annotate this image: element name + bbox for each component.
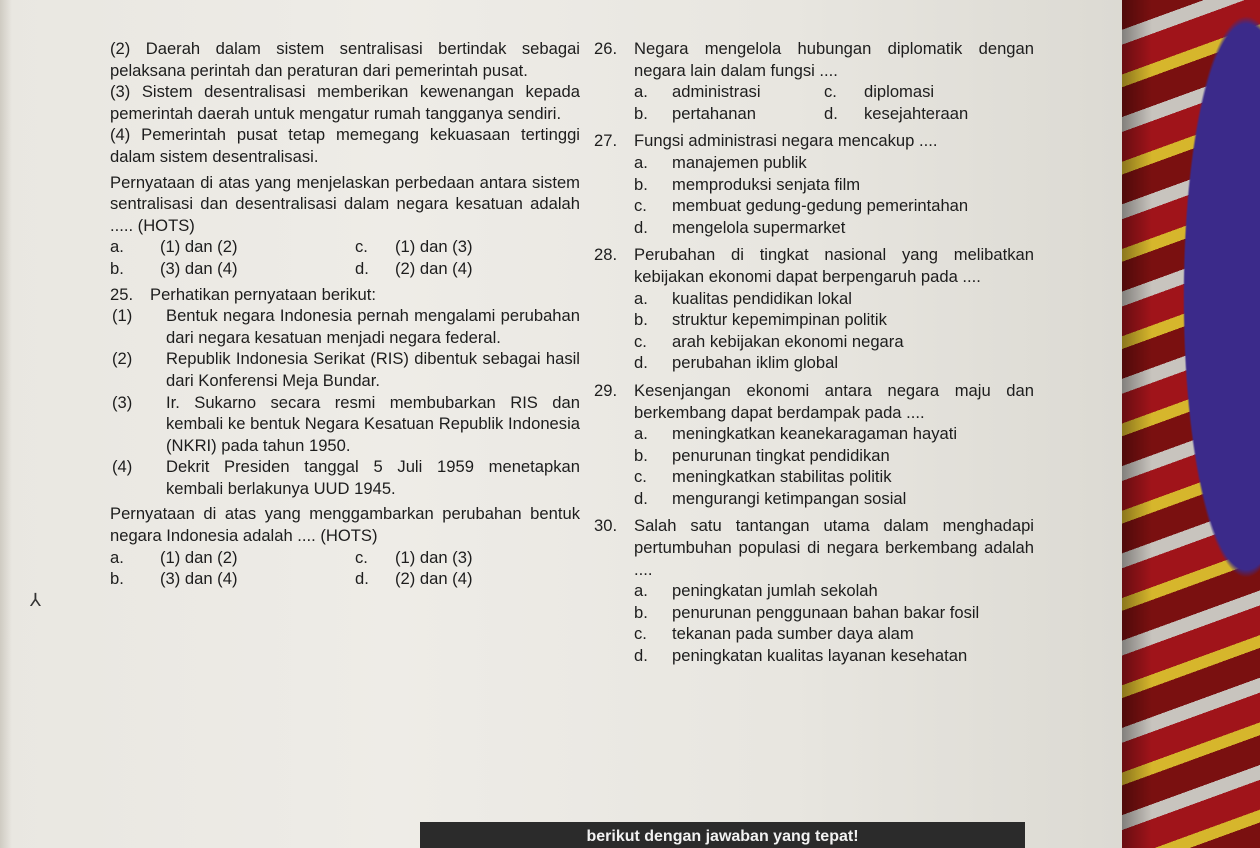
q27-option-d[interactable] <box>634 217 1034 239</box>
q30-header <box>594 515 1034 580</box>
left-column <box>110 38 580 590</box>
q25-statement-text: Dekrit Presiden tanggal 5 Juli 1959 menetapkan kembali berlakunya UUD 1945. <box>166 457 580 498</box>
q25-statement <box>110 392 580 457</box>
q29-option-b[interactable] <box>634 445 1034 467</box>
q30-option-c[interactable] <box>634 623 1034 645</box>
statement-4: (4) Pemerintah pusat tetap memegang kekuasaan tertinggi dalam sistem desentralisasi. <box>110 125 580 166</box>
q25-option-b-text[interactable]: (3) dan (4) <box>160 569 238 589</box>
q26-header <box>594 38 1034 81</box>
option-text: manajemen publik <box>672 152 807 172</box>
q26-prompt: Negara mengelola hubungan diplomatik dengan negara lain dalam fungsi .... <box>634 39 1034 80</box>
q25-statement <box>110 348 580 391</box>
q27-options <box>594 152 1034 238</box>
q25-statement-text: Bentuk negara Indonesia pernah mengalami perubahan dari negara kesatuan menjadi negara federal. <box>166 306 580 347</box>
option-letter: a. <box>634 152 648 172</box>
page-fold-shadow <box>0 0 12 848</box>
q26-option-c-text[interactable]: diplomasi <box>864 82 935 102</box>
margin-pen-mark: ⅄ <box>30 590 41 610</box>
option-text: meningkatkan keanekaragaman hayati <box>672 424 958 444</box>
option-text: tekanan pada sumber daya alam <box>672 624 914 644</box>
q24-option-c-text[interactable]: (1) dan (3) <box>395 237 473 257</box>
q30-number: 30. <box>594 516 618 536</box>
q25-option-a-letter[interactable]: a. <box>110 547 124 567</box>
q27-option-b[interactable] <box>634 174 1034 196</box>
q26-number: 26. <box>594 39 618 58</box>
q28-option-b[interactable] <box>634 309 1034 331</box>
statement-2: (2) Daerah dalam sistem sentralisasi bertindak sebagai pelaksana perintah dan peraturan dari pemerintah pusat. <box>110 39 580 80</box>
q26-option-c-letter[interactable]: c. <box>824 82 837 102</box>
option-letter: b. <box>634 174 648 194</box>
q27-option-a[interactable] <box>634 152 1034 174</box>
q30-prompt: Salah satu tantangan utama dalam menghadapi pertumbuhan populasi di negara berkembang adalah .... <box>634 516 1034 579</box>
q26-option-a-letter[interactable]: a. <box>634 82 648 102</box>
q24-option-b-text[interactable]: (3) dan (4) <box>160 258 238 278</box>
q24-option-c-letter[interactable]: c. <box>355 237 368 257</box>
q29-option-a[interactable] <box>634 423 1034 445</box>
q28-number: 28. <box>594 245 618 265</box>
right-column <box>594 38 1034 667</box>
option-text: mengurangi ketimpangan sosial <box>672 488 907 508</box>
q29-options <box>594 423 1034 509</box>
q25-statement-text: Republik Indonesia Serikat (RIS) dibentuk sebagai hasil dari Konferensi Meja Bundar. <box>166 349 580 390</box>
q27-option-c[interactable] <box>634 195 1034 217</box>
q25-prompt: Perhatikan pernyataan berikut: <box>150 284 377 304</box>
option-letter: a. <box>634 424 648 444</box>
q25-number: 25. <box>110 284 134 304</box>
option-text: perubahan iklim global <box>672 353 839 373</box>
q30-option-d[interactable] <box>634 645 1034 667</box>
option-letter: c. <box>634 331 647 351</box>
option-letter: a. <box>634 288 648 308</box>
q28-header <box>594 244 1034 287</box>
option-letter: d. <box>634 646 648 666</box>
q24-option-d-letter[interactable]: d. <box>355 258 369 278</box>
q24-option-a-letter[interactable]: a. <box>110 237 124 257</box>
q28-option-c[interactable] <box>634 331 1034 353</box>
q25-statement <box>110 305 580 348</box>
option-letter: b. <box>634 310 648 330</box>
q25-option-b-letter[interactable]: b. <box>110 569 124 589</box>
q28-option-a[interactable] <box>634 288 1034 310</box>
q24-prompt: Pernyataan di atas yang menjelaskan perbedaan antara sistem sentralisasi dan desentralisasi dalam negara kesatuan adalah ..... (HOTS) <box>110 172 580 235</box>
option-text: arah kebijakan ekonomi negara <box>672 331 904 351</box>
q24-option-a-text[interactable]: (1) dan (2) <box>160 237 238 257</box>
q29-option-d[interactable] <box>634 488 1034 510</box>
option-text: penurunan tingkat pendidikan <box>672 445 890 465</box>
q26-option-a-text[interactable]: administrasi <box>672 82 761 102</box>
q24-option-b-letter[interactable]: b. <box>110 258 124 278</box>
option-text: peningkatan jumlah sekolah <box>672 581 878 601</box>
statement-3: (3) Sistem desentralisasi memberikan kewenangan kepada pemerintah daerah untuk mengatur rumah tangganya sendiri. <box>110 82 580 123</box>
q26-options <box>594 81 1034 124</box>
q30-options <box>594 580 1034 666</box>
q29-option-c[interactable] <box>634 466 1034 488</box>
q27-header <box>594 130 1034 152</box>
q25-option-d-letter[interactable]: d. <box>355 569 369 589</box>
option-text: peningkatan kualitas layanan kesehatan <box>672 646 968 666</box>
q28-option-d[interactable] <box>634 352 1034 374</box>
q24-option-d-text[interactable]: (2) dan (4) <box>395 258 473 278</box>
q26-option-d-text[interactable]: kesejahteraan <box>864 103 969 123</box>
q25-option-d-text[interactable]: (2) dan (4) <box>395 569 473 589</box>
q27-prompt: Fungsi administrasi negara mencakup .... <box>634 131 938 151</box>
option-text: membuat gedung-gedung pemerintahan <box>672 196 969 216</box>
section-instruction-banner: berikut dengan jawaban yang tepat! <box>420 822 1025 848</box>
option-letter: d. <box>634 353 648 373</box>
q26-option-b-text[interactable]: pertahanan <box>672 103 756 123</box>
option-letter: d. <box>634 488 648 508</box>
q28-prompt: Perubahan di tingkat nasional yang melibatkan kebijakan ekonomi dapat berpengaruh pada .... <box>634 245 1034 286</box>
q25-options <box>110 547 580 590</box>
q26-option-b-letter[interactable]: b. <box>634 103 648 123</box>
q25-statement-number: (4) <box>112 457 133 477</box>
option-letter: b. <box>634 445 648 465</box>
option-letter: c. <box>634 624 647 644</box>
q26-option-d-letter[interactable]: d. <box>824 103 838 123</box>
q25-option-c-letter[interactable]: c. <box>355 547 368 567</box>
q25-question: Pernyataan di atas yang menggambarkan perubahan bentuk negara Indonesia adalah .... (HOTS) <box>110 504 580 546</box>
q25-statement <box>110 456 580 499</box>
option-text: kualitas pendidikan lokal <box>672 288 852 308</box>
option-text: memproduksi senjata film <box>672 174 861 194</box>
q24-options <box>110 236 580 279</box>
q25-statement-number: (1) <box>112 306 133 326</box>
option-text: mengelola supermarket <box>672 217 846 237</box>
option-text: meningkatkan stabilitas politik <box>672 467 892 487</box>
option-letter: c. <box>634 196 647 216</box>
option-letter: c. <box>634 467 647 487</box>
cloth-edge-shadow <box>1122 0 1152 848</box>
q28-options <box>594 288 1034 374</box>
q25-header <box>110 284 580 306</box>
option-letter: d. <box>634 217 648 237</box>
option-letter: b. <box>634 602 648 622</box>
option-text: struktur kepemimpinan politik <box>672 310 887 330</box>
q25-statement-number: (3) <box>112 392 133 412</box>
q29-number: 29. <box>594 380 618 400</box>
option-letter: a. <box>634 581 648 601</box>
q27-number: 27. <box>594 131 618 151</box>
q30-option-a[interactable] <box>634 580 1034 602</box>
q29-prompt: Kesenjangan ekonomi antara negara maju dan berkembang dapat berdampak pada .... <box>634 380 1034 422</box>
q25-option-c-text[interactable]: (1) dan (3) <box>395 547 473 567</box>
option-text: penurunan penggunaan bahan bakar fosil <box>672 602 980 622</box>
q25-statement-text: Ir. Sukarno secara resmi membubarkan RIS dan kembali ke bentuk Negara Kesatuan Republik Indonesia (NKRI) pada tahun 1950. <box>166 392 580 455</box>
q25-statement-number: (2) <box>112 349 133 369</box>
q30-option-b[interactable] <box>634 602 1034 624</box>
q29-header <box>594 380 1034 423</box>
q25-option-a-text[interactable]: (1) dan (2) <box>160 547 238 567</box>
